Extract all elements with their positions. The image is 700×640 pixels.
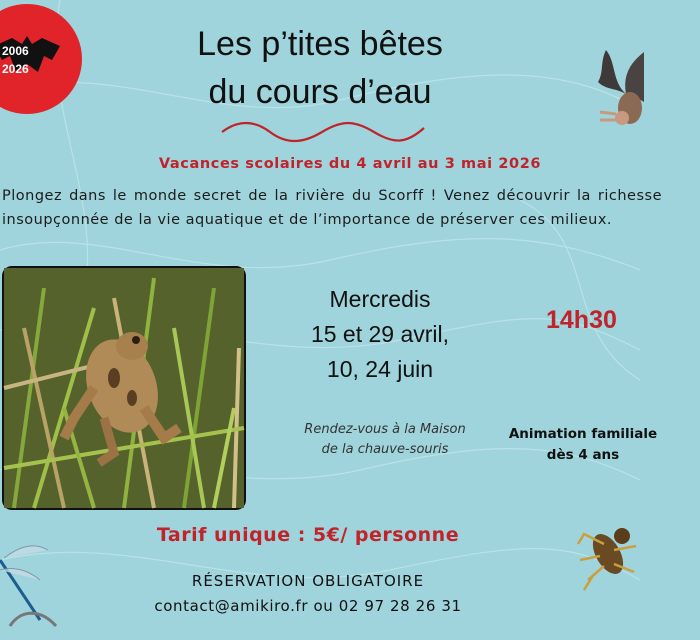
event-dates	[280, 282, 480, 387]
wave-decoration	[218, 118, 428, 146]
meeting-point	[280, 420, 490, 460]
reservation-notice: RÉSERVATION OBLIGATOIRE	[191, 572, 425, 590]
logo-year-start: 2006	[2, 44, 29, 58]
audience-line-1: Animation familiale	[508, 426, 658, 442]
meeting-line-2: de la chauve-souris	[321, 442, 449, 457]
audience-info	[498, 424, 668, 466]
school-holidays-subtitle: Vacances scolaires du 4 avril au 3 mai 2026	[158, 156, 542, 172]
frog-photo	[2, 266, 246, 510]
event-dates-line-2: 10, 24 juin	[326, 356, 434, 382]
meeting-line-1: Rendez-vous à la Maison	[304, 422, 466, 437]
price-info: Tarif unique : 5€/ personne	[156, 524, 460, 546]
page-title	[0, 20, 640, 116]
title-line-1: Les p’tites bêtes	[197, 25, 443, 63]
title-line-2: du cours d’eau	[208, 73, 432, 111]
event-time: 14h30	[546, 306, 617, 334]
intro-text: Plongez dans le monde secret de la rivière du Scorff ! Venez découvrir la richesse insoupçonnée de la vie aquatique et de l’importance de préserver ces milieux.	[2, 188, 662, 228]
contact-info[interactable]: contact@amikiro.fr ou 02 97 28 26 31	[154, 597, 462, 615]
event-dates-line-1: 15 et 29 avril,	[310, 321, 450, 347]
audience-line-2: dès 4 ans	[546, 447, 620, 463]
event-day: Mercredis	[329, 286, 431, 312]
logo-year-end: 2026	[2, 62, 29, 76]
